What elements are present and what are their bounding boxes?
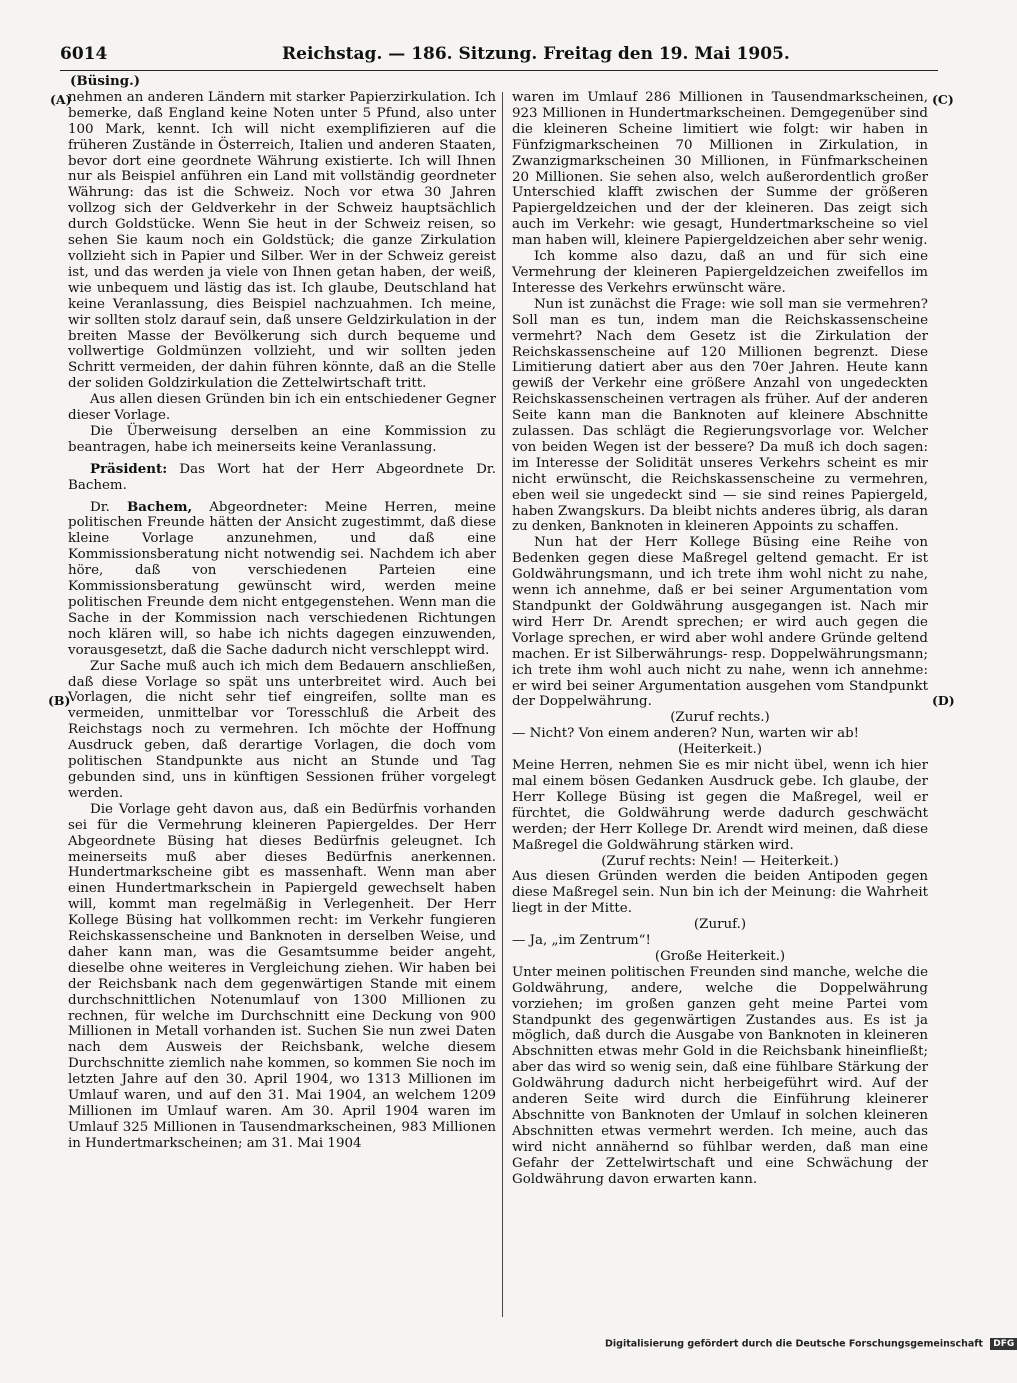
- speech-text: Das Wort hat der Herr Abgeordnete Dr. Bachem.: [68, 461, 496, 493]
- paragraph: Aus diesen Gründen werden die beiden Antipoden gegen diese Maßregel sein. Nun bin ich der Meinung: die Wahrheit liegt in der Mitte.: [512, 869, 928, 917]
- paragraph: Aus allen diesen Gründen bin ich ein entschiedener Gegner dieser Vorlage.: [68, 392, 496, 424]
- left-column: [68, 74, 496, 1152]
- paragraph: Meine Herren, nehmen Sie es mir nicht übel, wenn ich hier mal einem bösen Gedanken Ausdruck gebe. Ich glaube, der Herr Kollege Büsing ist gegen die Maßregel, weil er fürchtet, die Goldwährung werde dadurch geschwächt werden; der Herr Kollege Dr. Arendt wird meinen, daß diese Maßregel die Goldwährung stärken wird.: [512, 758, 928, 853]
- footer-text: Digitalisierung gefördert durch die Deutsche Forschungsgemeinschaft: [605, 1338, 983, 1350]
- page-header: [60, 44, 940, 68]
- page-number: 6014: [60, 44, 108, 64]
- paragraph: [68, 462, 496, 494]
- paragraph: [68, 500, 496, 659]
- margin-marker-b: (B): [48, 693, 71, 708]
- paragraph: Nun hat der Herr Kollege Büsing eine Reihe von Bedenken gegen diese Maßregel geltend gemacht. Er ist Goldwährungsmann, und ich trete ihm wohl nicht zu nahe, wenn ich annehme, daß er bei seiner Argumentation vom Standpunkt der Goldwährung ausgegangen ist. Nach mir wird Herr Dr. Arendt sprechen; er wird auch gegen die Vorlage sprechen, er wird aber wohl andere Gründe geltend machen. Er ist Silberwährungs- resp. Doppelwährungsmann; ich trete ihm wohl auch nicht zu nahe, wenn ich annehme: er wird bei seiner Argumentation ausgehen vom Standpunkt der Doppelwährung.: [512, 535, 928, 710]
- margin-marker-c: (C): [932, 92, 954, 107]
- interjection: (Heiterkeit.): [678, 742, 762, 758]
- speaker-title: Dr.: [90, 499, 127, 515]
- right-column: [512, 90, 928, 1188]
- dfg-logo: DFG: [990, 1338, 1017, 1350]
- paragraph: Unter meinen politischen Freunden sind manche, welche die Goldwährung, andere, welche die Doppelwährung vorziehen; im großen ganzen geht meine Partei vom Standpunkt des gegenwärtigen Zustandes aus. Es ist ja möglich, daß durch die Ausgabe von Banknoten in kleineren Abschnitten etwas mehr Gold in die Reichsbank hineinfließt; aber das wird so wenig sein, daß eine fühlbare Stärkung der Goldwährung dadurch nicht herbeigeführt wird. Auf der anderen Seite wird durch die Einführung kleinerer Abschnitte von Banknoten der Umlauf in solchen kleineren Abschnitten etwas vermehrt werden. Ich meine, auch das wird nicht annähernd so fühlbar werden, daß man eine Gefahr der Zettelwirtschaft und eine Schwächung der Goldwährung davon erwarten kann.: [512, 964, 928, 1187]
- footer-credit: [605, 1338, 1017, 1350]
- interjection: (Zuruf.): [693, 917, 747, 933]
- paragraph: — Ja, „im Zentrum“!: [512, 933, 651, 949]
- paragraph: Die Vorlage geht davon aus, daß ein Bedürfnis vorhanden sei für die Vermehrung kleineren Papiergeldes. Der Herr Abgeordnete Büsing hat dieses Bedürfnis geleugnet. Ich meinerseits muß aber dieses Bedürfnis anerkennen. Hundertmarkscheine gibt es massenhaft. Wenn man aber einen Hundertmarkschein in Papiergeld gewechselt haben will, kommt man regelmäßig in Verlegenheit. Der Herr Kollege Büsing hat vollkommen recht: im Verkehr fungieren Reichskassenscheine und Banknoten in derselben Weise, und daher kann man, was die Gesamtsumme beider angeht, dieselbe ohne weiteres in Vergleichung ziehen. Wir haben bei der Reichsbank nach dem gegenwärtigen Stande mit einem durchschnittlichen Notenumlauf von 1300 Millionen zu rechnen, für welche im Durchschnitt eine Deckung von 900 Millionen in Metall vorhanden ist. Suchen Sie nun zwei Daten nach dem Ausweis der Reichsbank, welche diesem Durchschnitte ziemlich nahe kommen, so kommen Sie noch im letzten Jahre auf den 30. April 1904, wo 1313 Millionen im Umlauf waren, und auf den 31. Mai 1904, an welchem 1209 Millionen im Umlauf waren. Am 30. April 1904 waren im Umlauf 325 Millionen in Tausendmarkscheinen, 983 Millionen in Hundertmarkscheinen; am 31. Mai 1904: [68, 801, 496, 1151]
- margin-marker-d: (D): [932, 693, 955, 708]
- paragraph: Nun ist zunächst die Frage: wie soll man sie vermehren? Soll man es tun, indem man die Reichskassenscheine vermehrt? Nach dem Gesetz ist die Zirkulation der Reichskassenscheine auf 120 Millionen begrenzt. Diese Limitierung datiert aber aus den 70er Jahren. Heute kann gewiß der Verkehr eine größere Anzahl von ungedeckten Reichskassenscheinen vertragen als früher. Auf der anderen Seite kann man die Banknoten auf kleinere Abschnitte zulassen. Das schlägt die Regierungsvorlage vor. Welcher von beiden Wegen ist der bessere? Da muß ich doch sagen: im Interesse der Solidität unseres Verkehrs scheint es mir nicht erwünscht, die Reichskassenscheine zu vermehren, eben weil sie ungedeckt sind — sie sind reines Papiergeld, haben Zwangskurs. Da bleibt nichts anderes übrig, als daran zu denken, Banknoten in kleineren Appoints zu schaffen.: [512, 296, 928, 535]
- speaker-tag: (Büsing.): [70, 73, 141, 89]
- speech-text: Abgeordneter: Meine Herren, meine politischen Freunde hätten der Ansicht zugestimmt, daß diese kleine Vorlage anzunehmen, und daß eine Kommissionsberatung nicht notwendig sei. Nachdem ich aber höre, daß von verschiedenen Parteien eine Kommissionsberatung gewünscht wird, werden meine politischen Freunde dem nicht entgegenstehen. Wenn man die Sache in der Kommission nach verschiedenen Richtungen noch klären will, so habe ich nichts dagegen einzuwenden, vorausgesetzt, daß die Sache dadurch nicht verschleppt wird.: [68, 499, 496, 658]
- speaker-name: Bachem,: [126, 498, 193, 515]
- speaker-name: Präsident:: [90, 460, 168, 477]
- paragraph: nehmen an anderen Ländern mit starker Papierzirkulation. Ich bemerke, daß England keine Noten unter 5 Pfund, also unter 100 Mark, kennt. Ich will nicht exemplifizieren auf die früheren Zustände in Österreich, Italien und anderen Staaten, bevor dort eine geordnete Währung existierte. Ich will Ihnen nur als Beispiel anführen ein Land mit vollständig geordneter Währung: das ist die Schweiz. Noch vor etwa 30 Jahren vollzog sich der Geldverkehr in der Schweiz hauptsächlich durch Goldstücke. Wenn Sie heut in der Schweiz reisen, so sehen Sie kaum noch ein Goldstück; die ganze Zirkulation vollzieht sich in Papier und Silber. Wer in der Schweiz gereist ist, und das werden ja viele von Ihnen getan haben, der weiß, wie unbequem und lästig das ist. Ich glaube, Deutschland hat keine Veranlassung, dies Beispiel nachzuahmen. Ich meine, wir sollten stolz darauf sein, daß unsere Geldzirkulation in der breiten Masse der Bevölkerung sich durch bequeme und vollwertige Goldmünzen vollzieht, und wir sollten jeden Schritt vermeiden, der dahin führen könnte, daß an die Stelle der soliden Goldzirkulation die Zettelwirtschaft tritt.: [68, 89, 496, 392]
- running-title: Reichstag. — 186. Sitzung. Freitag den 19. Mai 1905.: [282, 44, 790, 64]
- interjection: (Große Heiterkeit.): [654, 948, 786, 964]
- paragraph: waren im Umlauf 286 Millionen in Tausendmarkscheinen, 923 Millionen in Hundertmarkscheinen. Demgegenüber sind die kleineren Scheine limitiert wie folgt: wir haben in Fünfzigmarkscheinen 70 Millionen in Zirkulation, in Zwanzigmarkscheinen 30 Millionen, in Fünfmarkscheinen 20 Millionen. Sie sehen also, welch außerordentlich großer Unterschied klafft zwischen der Summe der größeren Papiergeldzeichen und der der kleineren. Das zeigt sich auch im Verkehr: wie gesagt, Hundertmarkscheine so viel man haben will, kleinere Papiergeldzeichen aber sehr wenig.: [512, 90, 928, 249]
- interjection: (Zuruf rechts: Nein! — Heiterkeit.): [601, 853, 839, 869]
- paragraph: Zur Sache muß auch ich mich dem Bedauern anschließen, daß diese Vorlage so spät uns unterbreitet wird. Auch bei Vorlagen, die nicht sehr tief eingreifen, sollte man es vermeiden, unmittelbar vor Toresschluß die Arbeit des Reichstags noch zu vermehren. Ich möchte der Hoffnung Ausdruck geben, daß derartige Vorlagen, die doch vom politischen Standpunkte aus nicht an Stunde und Tag gebunden sind, uns in künftigen Sessionen früher vorgelegt werden.: [68, 658, 496, 801]
- column-divider: [502, 92, 503, 1317]
- paragraph: — Nicht? Von einem anderen? Nun, warten wir ab!: [512, 726, 860, 742]
- paragraph: Ich komme also dazu, daß an und für sich eine Vermehrung der kleineren Papiergeldzeichen zweifellos im Interesse des Verkehrs erwünscht wäre.: [512, 249, 928, 296]
- margin-marker-a: (A): [50, 92, 72, 107]
- interjection: (Zuruf rechts.): [670, 710, 770, 726]
- paragraph: Die Überweisung derselben an eine Kommission zu beantragen, habe ich meinerseits keine Veranlassung.: [68, 423, 496, 455]
- header-rule: [60, 70, 938, 71]
